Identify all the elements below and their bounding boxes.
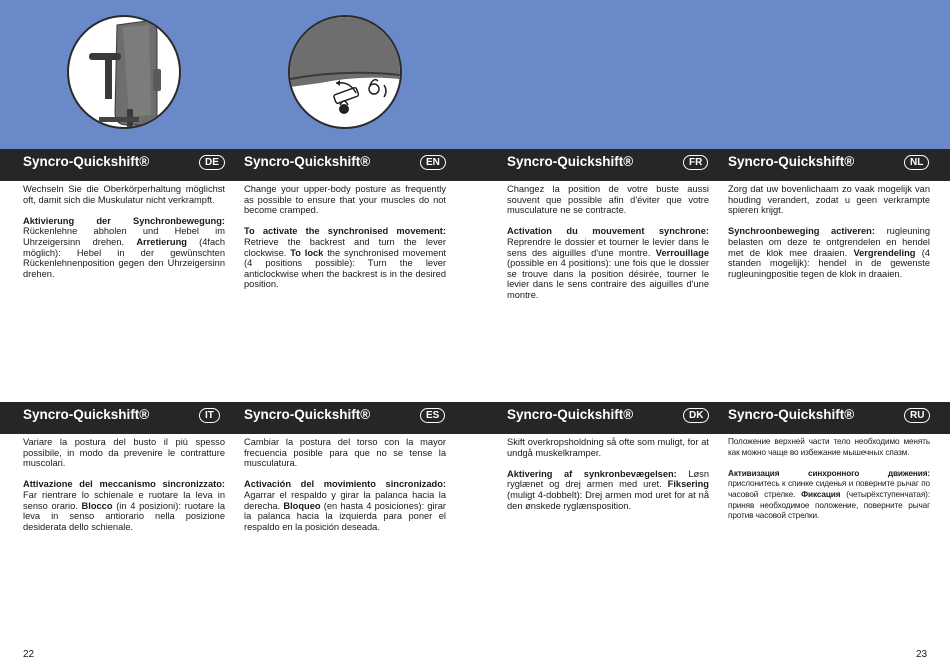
lock-icon — [339, 104, 349, 114]
lang-badge-en: EN — [420, 155, 446, 170]
intro-text: Wechseln Sie die Oberkörperhaltung möglichst oft, damit sich die Muskulatur nicht verkrampft. — [23, 184, 225, 205]
chair-backrest-illustration — [67, 15, 181, 129]
section-title-dk: Syncro-Quickshift® — [507, 407, 634, 422]
section-title-ru: Syncro-Quickshift® — [728, 407, 855, 422]
instructions: Activation du mouvement synchrone: Reprendre le dossier et tourner le levier dans le sens des aiguilles d'une montre. Verrouillage (possible en 4 positions): une fois que le dossier se trouve dans la position désirée, tourner le levier dans le sens contraire des aiguilles d'une montre. — [507, 226, 709, 300]
lang-badge-it: IT — [199, 408, 220, 423]
intro-text: Zorg dat uw bovenlichaam zo vaak mogelijk van houding verandert, zodat u geen verkrampte spieren krijgt. — [728, 184, 930, 216]
section-title-nl: Syncro-Quickshift® — [728, 154, 855, 169]
instructions: Activación del movimiento sincronizado: Agarrar el respaldo y girar la palanca hacia la derecha. Bloqueo (en hasta 4 posiciones): girar la palanca hacia la izquierda para poner el respaldo en la posición deseada. — [244, 479, 446, 532]
lang-badge-fr: FR — [683, 155, 708, 170]
instructions: Активизация синхронного движения: прислонитесь к спинке сиденья и поверните рычаг по часовой стрелке. Фиксация (четырёхступенчатая): приняв необходимое положение, поверните рычаг против часовой стрелки. — [728, 468, 930, 521]
unlock-icon — [369, 84, 379, 94]
intro-text: Cambiar la postura del torso con la mayor frecuencia posible para que no se tense la musculatura. — [244, 437, 446, 469]
section-body-ru — [728, 437, 930, 532]
section-body-dk — [507, 437, 709, 522]
lever-icon — [290, 17, 400, 127]
intro-text: Variare la postura del busto il più spesso possibile, in modo da prevenire le contratture muscolari. — [23, 437, 225, 469]
section-body-de — [23, 184, 225, 290]
intro-text: Skift overkropsholdning så ofte som muligt, for at undgå muskelkramper. — [507, 437, 709, 458]
section-title-fr: Syncro-Quickshift® — [507, 154, 634, 169]
section-body-es — [244, 437, 446, 543]
section-body-it — [23, 437, 225, 543]
instructions: To activate the synchronised movement: Retrieve the backrest and turn the lever clockwise. To lock the synchronised movement (4 positions possible): Turn the lever anticlockwise when the backrest is in the desired position. — [244, 226, 446, 290]
section-title-en: Syncro-Quickshift® — [244, 154, 371, 169]
instructions: Attivazione del meccanismo sincronizzato: Far rientrare lo schienale e ruotare la leva in senso orario. Blocco (in 4 posizioni): ruotare la leva in senso antiorario nella posizione desiderata dello schienale. — [23, 479, 225, 532]
page-number-left: 22 — [23, 649, 35, 660]
page-number-right: 23 — [916, 649, 928, 660]
lang-badge-de: DE — [199, 155, 225, 170]
chair-icon — [69, 17, 179, 127]
section-body-nl — [728, 184, 930, 290]
section-body-fr — [507, 184, 709, 311]
section-title-it: Syncro-Quickshift® — [23, 407, 150, 422]
intro-text: Changez la position de votre buste aussi souvent que possible afin d'éviter que votre musculature ne se contracte. — [507, 184, 709, 216]
section-title-de: Syncro-Quickshift® — [23, 154, 150, 169]
instructions: Aktivierung der Synchronbewegung: Rückenlehne abholen und Hebel im Uhrzeigersinn drehen. Arretierung (4fach möglich): Hebel in der gewünschten Rückenlehnenposition gegen den Uhrzeigersinn drehen. — [23, 215, 225, 279]
intro-text: Положение верхней части тело необходимо менять как можно чаще во избежание мышечных спазм. — [728, 437, 930, 457]
section-title-es: Syncro-Quickshift® — [244, 407, 371, 422]
lang-badge-nl: NL — [904, 155, 929, 170]
section-body-en — [244, 184, 446, 301]
lever-with-lock-icons — [288, 15, 402, 129]
instructions: Aktivering af synkronbevægelsen: Løsn ryglænet og drej armen med uret. Fiksering (muligt 4-dobbelt): Drej armen mod uret for at nå den ønskede ryglænsposition. — [507, 468, 709, 511]
intro-text: Change your upper-body posture as frequently as possible to ensure that your muscles do not become cramped. — [244, 184, 446, 216]
lang-badge-dk: DK — [683, 408, 709, 423]
lang-badge-es: ES — [420, 408, 445, 423]
lang-badge-ru: RU — [904, 408, 930, 423]
instructions: Synchroonbeweging activeren: rugleuning belasten om deze te ontgrendelen en hendel met de klok mee draaien. Vergrendeling (4 standen mogelijk): hendel in de gewenste rugleuningpositie tegen de klok in draaien. — [728, 226, 930, 279]
